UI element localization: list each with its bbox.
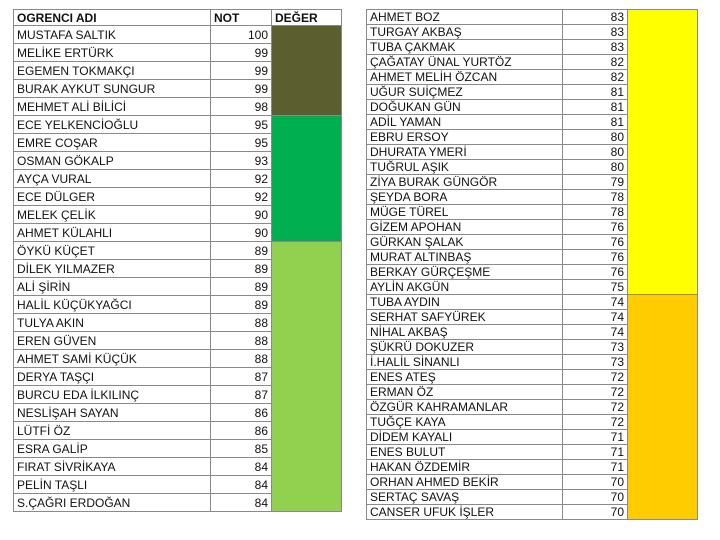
score-cell: 100 [211, 26, 272, 44]
table-row [14, 278, 342, 296]
table-row [14, 314, 342, 332]
table-row [14, 188, 342, 206]
student-name-cell: BURCU EDA İLKILINÇ [14, 386, 211, 404]
table-row [367, 85, 698, 100]
table-row [14, 206, 342, 224]
grade-color-cell [628, 295, 698, 310]
table-row [367, 265, 698, 280]
student-name-cell: AYÇA VURAL [14, 170, 211, 188]
grade-color-cell [272, 116, 342, 134]
score-cell: 71 [563, 430, 628, 445]
student-name-cell: SERTAÇ SAVAŞ [367, 490, 563, 505]
grade-color-cell [272, 26, 342, 44]
grade-color-cell [272, 440, 342, 458]
student-name-cell: ORHAN AHMED BEKİR [367, 475, 563, 490]
table-row [14, 440, 342, 458]
table-row [14, 152, 342, 170]
table-row [367, 250, 698, 265]
table-row [367, 205, 698, 220]
score-cell: 70 [563, 490, 628, 505]
table-row [14, 404, 342, 422]
table-row [14, 224, 342, 242]
score-cell: 99 [211, 80, 272, 98]
score-cell: 83 [563, 25, 628, 40]
grade-color-cell [628, 310, 698, 325]
student-name-cell: ŞEYDA BORA [367, 190, 563, 205]
table-row [367, 400, 698, 415]
score-cell: 95 [211, 134, 272, 152]
score-cell: 88 [211, 350, 272, 368]
score-cell: 89 [211, 260, 272, 278]
grade-color-cell [272, 188, 342, 206]
grade-color-cell [272, 134, 342, 152]
table-row [367, 55, 698, 70]
grade-color-cell [272, 224, 342, 242]
score-cell: 73 [563, 340, 628, 355]
score-cell: 89 [211, 242, 272, 260]
student-name-cell: AHMET SAMİ KÜÇÜK [14, 350, 211, 368]
grade-color-cell [628, 115, 698, 130]
score-cell: 84 [211, 494, 272, 512]
table-row [14, 134, 342, 152]
table-row [14, 98, 342, 116]
table-row [367, 340, 698, 355]
student-name-cell: MELEK ÇELİK [14, 206, 211, 224]
student-name-cell: EMRE COŞAR [14, 134, 211, 152]
grade-color-cell [272, 242, 342, 260]
table-row [367, 100, 698, 115]
grade-color-cell [628, 280, 698, 295]
table-row [367, 355, 698, 370]
table-row [14, 494, 342, 512]
score-cell: 81 [563, 115, 628, 130]
grade-color-cell [628, 55, 698, 70]
student-name-cell: HALİL KÜÇÜKYAĞCI [14, 296, 211, 314]
score-cell: 89 [211, 278, 272, 296]
score-cell: 90 [211, 224, 272, 242]
student-name-cell: GÜRKAN ŞALAK [367, 235, 563, 250]
score-cell: 95 [211, 116, 272, 134]
score-cell: 86 [211, 422, 272, 440]
score-cell: 92 [211, 188, 272, 206]
grade-color-cell [272, 80, 342, 98]
table-row [367, 310, 698, 325]
grade-color-cell [628, 415, 698, 430]
table-row [14, 368, 342, 386]
grade-color-cell [628, 25, 698, 40]
grade-color-cell [628, 385, 698, 400]
score-cell: 72 [563, 370, 628, 385]
table-row [367, 220, 698, 235]
grade-color-cell [628, 400, 698, 415]
header-value: DEĞER [272, 10, 342, 26]
table-row [367, 160, 698, 175]
score-cell: 87 [211, 386, 272, 404]
table-row [367, 370, 698, 385]
student-name-cell: OSMAN GÖKALP [14, 152, 211, 170]
grade-color-cell [272, 458, 342, 476]
left-table-body [14, 26, 342, 512]
header-student-name: OGRENCI ADI [14, 10, 211, 26]
left-grade-table [13, 9, 342, 512]
grade-color-cell [272, 296, 342, 314]
student-name-cell: NESLİŞAH SAYAN [14, 404, 211, 422]
table-row [14, 458, 342, 476]
grade-color-cell [628, 460, 698, 475]
score-cell: 88 [211, 332, 272, 350]
score-cell: 80 [563, 145, 628, 160]
grade-color-cell [628, 70, 698, 85]
score-cell: 92 [211, 170, 272, 188]
table-row [367, 130, 698, 145]
score-cell: 82 [563, 55, 628, 70]
grade-color-cell [628, 325, 698, 340]
grade-color-cell [272, 386, 342, 404]
score-cell: 80 [563, 130, 628, 145]
score-cell: 81 [563, 85, 628, 100]
table-row [367, 175, 698, 190]
score-cell: 76 [563, 265, 628, 280]
student-name-cell: MELİKE ERTÜRK [14, 44, 211, 62]
grade-color-cell [628, 130, 698, 145]
score-cell: 80 [563, 160, 628, 175]
score-cell: 71 [563, 445, 628, 460]
table-row [14, 296, 342, 314]
score-cell: 83 [563, 10, 628, 25]
table-row [14, 80, 342, 98]
score-cell: 76 [563, 250, 628, 265]
score-cell: 87 [211, 368, 272, 386]
student-name-cell: AHMET BOZ [367, 10, 563, 25]
student-name-cell: CANSER UFUK İŞLER [367, 505, 563, 520]
table-row [14, 62, 342, 80]
student-name-cell: AYLİN AKGÜN [367, 280, 563, 295]
score-cell: 98 [211, 98, 272, 116]
table-row [14, 332, 342, 350]
student-name-cell: İ.HALİL SİNANLI [367, 355, 563, 370]
score-cell: 81 [563, 100, 628, 115]
student-name-cell: ALİ ŞİRİN [14, 278, 211, 296]
student-name-cell: ESRA GALİP [14, 440, 211, 458]
score-cell: 74 [563, 325, 628, 340]
score-cell: 76 [563, 220, 628, 235]
grade-color-cell [628, 175, 698, 190]
grade-color-cell [272, 98, 342, 116]
grade-color-cell [272, 368, 342, 386]
score-cell: 89 [211, 296, 272, 314]
student-name-cell: HAKAN ÖZDEMİR [367, 460, 563, 475]
student-name-cell: TUĞRUL AŞIK [367, 160, 563, 175]
student-name-cell: ERMAN ÖZ [367, 385, 563, 400]
student-name-cell: ŞÜKRÜ DOKUZER [367, 340, 563, 355]
grade-color-cell [272, 350, 342, 368]
table-row [14, 350, 342, 368]
student-name-cell: BURAK AYKUT SUNGUR [14, 80, 211, 98]
student-name-cell: TUBA ÇAKMAK [367, 40, 563, 55]
table-row [367, 505, 698, 520]
student-name-cell: MÜGE TÜREL [367, 205, 563, 220]
table-row [14, 260, 342, 278]
score-cell: 72 [563, 400, 628, 415]
table-row [367, 25, 698, 40]
student-name-cell: ÖZGÜR KAHRAMANLAR [367, 400, 563, 415]
grade-color-cell [628, 10, 698, 25]
grade-color-cell [272, 422, 342, 440]
score-cell: 93 [211, 152, 272, 170]
grade-color-cell [628, 370, 698, 385]
student-name-cell: ADİL YAMAN [367, 115, 563, 130]
grade-color-cell [628, 475, 698, 490]
grade-color-cell [272, 44, 342, 62]
score-cell: 84 [211, 476, 272, 494]
table-row [14, 26, 342, 44]
score-cell: 70 [563, 505, 628, 520]
grade-color-cell [628, 430, 698, 445]
grade-color-cell [628, 100, 698, 115]
score-cell: 71 [563, 460, 628, 475]
grade-color-cell [628, 220, 698, 235]
table-row [367, 445, 698, 460]
grade-color-cell [272, 404, 342, 422]
grade-color-cell [628, 355, 698, 370]
student-name-cell: EBRU ERSOY [367, 130, 563, 145]
student-name-cell: DİDEM KAYALI [367, 430, 563, 445]
score-cell: 78 [563, 190, 628, 205]
student-name-cell: SERHAT SAFYÜREK [367, 310, 563, 325]
grade-color-cell [628, 40, 698, 55]
student-name-cell: TULYA AKIN [14, 314, 211, 332]
student-name-cell: FIRAT SİVRİKAYA [14, 458, 211, 476]
header-score: NOT [211, 10, 272, 26]
score-cell: 78 [563, 205, 628, 220]
grade-color-cell [628, 145, 698, 160]
table-row [367, 280, 698, 295]
table-row [14, 242, 342, 260]
score-cell: 90 [211, 206, 272, 224]
student-name-cell: BERKAY GÜRÇEŞME [367, 265, 563, 280]
table-row [367, 40, 698, 55]
table-row [367, 70, 698, 85]
student-name-cell: MEHMET ALİ BİLİCİ [14, 98, 211, 116]
grade-color-cell [272, 152, 342, 170]
table-row [367, 460, 698, 475]
student-name-cell: ENES BULUT [367, 445, 563, 460]
table-row [367, 490, 698, 505]
grade-color-cell [628, 490, 698, 505]
score-cell: 79 [563, 175, 628, 190]
grade-color-cell [272, 278, 342, 296]
grade-color-cell [628, 85, 698, 100]
grade-color-cell [628, 205, 698, 220]
grade-color-cell [628, 160, 698, 175]
table-row [367, 295, 698, 310]
student-name-cell: PELİN TAŞLI [14, 476, 211, 494]
table-row [14, 170, 342, 188]
student-name-cell: MUSTAFA SALTIK [14, 26, 211, 44]
score-cell: 75 [563, 280, 628, 295]
table-row [14, 116, 342, 134]
score-cell: 86 [211, 404, 272, 422]
score-cell: 82 [563, 70, 628, 85]
table-row [367, 385, 698, 400]
table-row [367, 475, 698, 490]
score-cell: 83 [563, 40, 628, 55]
table-row [14, 44, 342, 62]
grade-color-cell [628, 235, 698, 250]
grade-color-cell [628, 445, 698, 460]
table-row [367, 325, 698, 340]
student-name-cell: NİHAL AKBAŞ [367, 325, 563, 340]
student-name-cell: MURAT ALTINBAŞ [367, 250, 563, 265]
table-row [367, 235, 698, 250]
table-row [367, 145, 698, 160]
grade-color-cell [628, 340, 698, 355]
grade-color-cell [272, 494, 342, 512]
student-name-cell: DOĞUKAN GÜN [367, 100, 563, 115]
grade-color-cell [272, 476, 342, 494]
student-name-cell: ÇAĞATAY ÜNAL YURTÖZ [367, 55, 563, 70]
student-name-cell: GİZEM APOHAN [367, 220, 563, 235]
header-row [14, 10, 342, 26]
right-table-body [367, 10, 698, 520]
grade-color-cell [628, 505, 698, 520]
grade-color-cell [628, 190, 698, 205]
score-cell: 85 [211, 440, 272, 458]
grade-color-cell [272, 332, 342, 350]
student-name-cell: ENES ATEŞ [367, 370, 563, 385]
table-row [367, 415, 698, 430]
student-name-cell: ZİYA BURAK GÜNGÖR [367, 175, 563, 190]
score-cell: 76 [563, 235, 628, 250]
table-row [14, 386, 342, 404]
grade-color-cell [272, 260, 342, 278]
grade-color-cell [628, 265, 698, 280]
grade-color-cell [272, 170, 342, 188]
student-name-cell: TUĞÇE KAYA [367, 415, 563, 430]
student-name-cell: EGEMEN TOKMAKÇI [14, 62, 211, 80]
student-name-cell: ECE DÜLGER [14, 188, 211, 206]
score-cell: 84 [211, 458, 272, 476]
student-name-cell: AHMET MELİH ÖZCAN [367, 70, 563, 85]
student-name-cell: DHURATA YMERİ [367, 145, 563, 160]
student-name-cell: ECE YELKENCİOĞLU [14, 116, 211, 134]
score-cell: 99 [211, 62, 272, 80]
table-row [367, 115, 698, 130]
table-row [367, 430, 698, 445]
student-name-cell: TURGAY AKBAŞ [367, 25, 563, 40]
table-row [14, 422, 342, 440]
grade-color-cell [272, 62, 342, 80]
table-row [367, 190, 698, 205]
grade-color-cell [272, 206, 342, 224]
score-cell: 73 [563, 355, 628, 370]
right-grade-table [366, 9, 698, 520]
student-name-cell: TUBA AYDIN [367, 295, 563, 310]
grade-color-cell [272, 314, 342, 332]
score-cell: 74 [563, 295, 628, 310]
score-cell: 74 [563, 310, 628, 325]
score-cell: 88 [211, 314, 272, 332]
table-row [367, 10, 698, 25]
student-name-cell: ÖYKÜ KÜÇET [14, 242, 211, 260]
score-cell: 70 [563, 475, 628, 490]
student-name-cell: UĞUR SUİÇMEZ [367, 85, 563, 100]
student-name-cell: S.ÇAĞRI ERDOĞAN [14, 494, 211, 512]
student-name-cell: DİLEK YILMAZER [14, 260, 211, 278]
grade-color-cell [628, 250, 698, 265]
table-row [14, 476, 342, 494]
student-name-cell: LÜTFİ ÖZ [14, 422, 211, 440]
score-cell: 72 [563, 415, 628, 430]
score-cell: 72 [563, 385, 628, 400]
student-name-cell: EREN GÜVEN [14, 332, 211, 350]
student-name-cell: DERYA TAŞÇI [14, 368, 211, 386]
student-name-cell: AHMET KÜLAHLI [14, 224, 211, 242]
score-cell: 99 [211, 44, 272, 62]
